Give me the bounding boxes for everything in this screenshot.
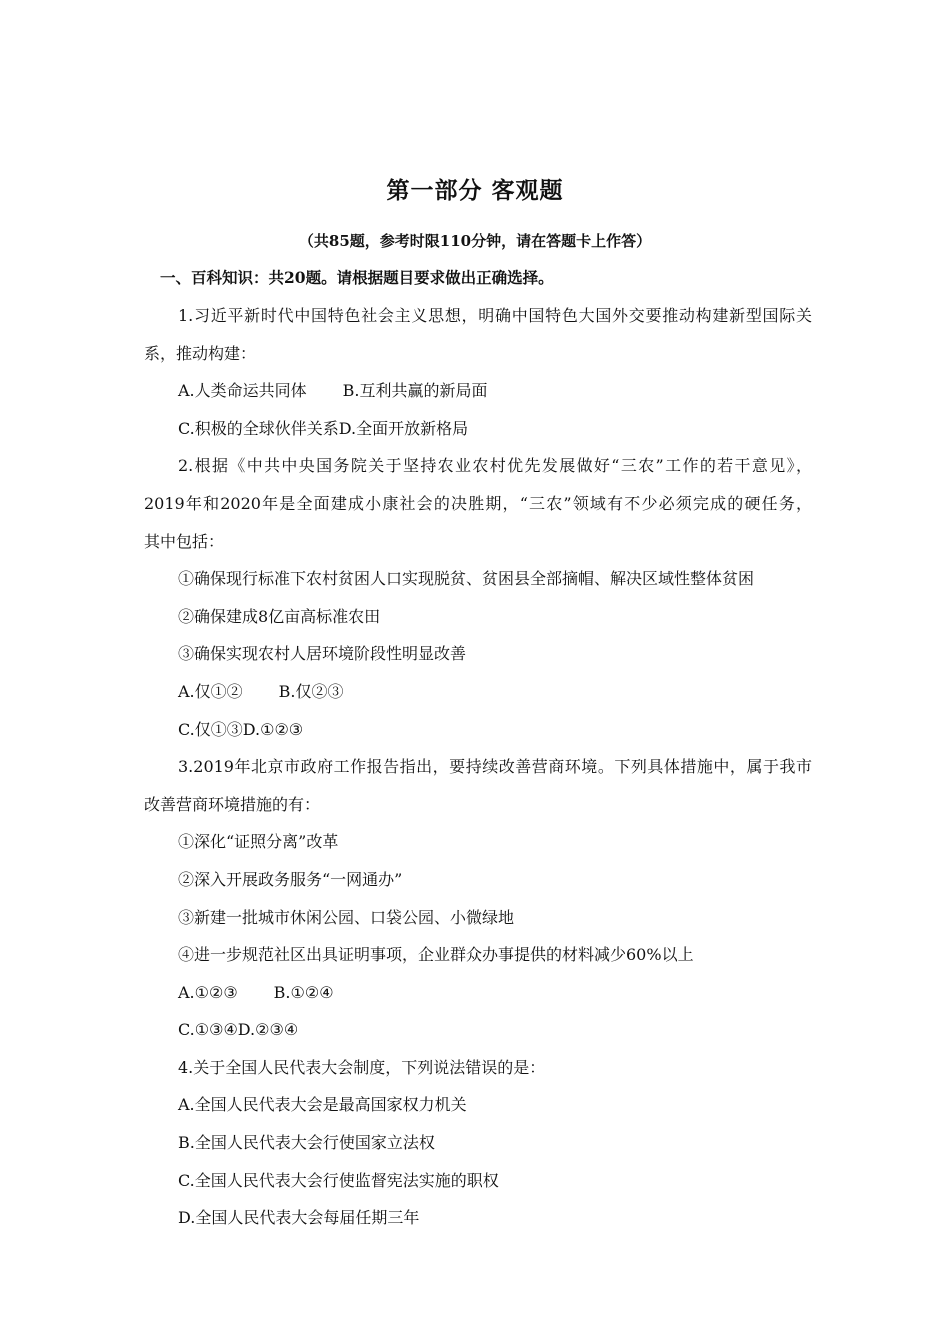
question-stem-line: 改善营商环境措施的有： [144, 794, 321, 814]
option-d: D.全国人民代表大会每届任期三年 [178, 1208, 420, 1228]
statement-item: ②确保建成8亿亩高标准农田 [178, 606, 381, 626]
option-row [144, 410, 812, 448]
option-row [144, 711, 812, 749]
option-b: B.全国人民代表大会行使国家立法权 [178, 1133, 435, 1153]
option-d: D.②③④ [237, 1020, 299, 1040]
statement-item: ①深化“证照分离”改革 [178, 832, 339, 852]
section-heading: 一、百科知识：共20题。请根据题目要求做出正确选择。 [160, 268, 554, 287]
statement-item: ③确保实现农村人居环境阶段性明显改善 [178, 644, 467, 664]
option-b: B.①②④ [273, 982, 334, 1002]
part-subtitle: （共85题，参考时限110分钟，请在答题卡上作答） [298, 232, 652, 250]
statement-item: ④进一步规范社区出具证明事项，企业群众办事提供的材料减少60%以上 [178, 945, 694, 965]
statement-item: ②深入开展政务服务“一网通办” [178, 869, 403, 889]
question-2 [144, 447, 812, 748]
option-row [144, 372, 812, 410]
question-stem-line: 3.2019年北京市政府工作报告指出，要持续改善营商环境。下列具体措施中，属于我市 [178, 757, 812, 777]
question-3 [144, 748, 812, 1049]
option-d: D.①②③ [242, 719, 304, 739]
question-stem-line: 2.根据《中共中央国务院关于坚持农业农村优先发展做好“三农”工作的若干意见》， [178, 456, 812, 476]
option-a: A.全国人民代表大会是最高国家权力机关 [178, 1095, 467, 1115]
option-c: C.积极的全球伙伴关系 [178, 418, 339, 438]
question-stem-line: 2019年和2020年是全面建成小康社会的决胜期，“三农”领域有不少必须完成的硬任务， [144, 493, 812, 513]
option-c: C.仅①③ [178, 719, 243, 739]
option-a: A.仅①② [178, 681, 243, 701]
option-d: D.全面开放新格局 [338, 418, 469, 438]
statement-item: ①确保现行标准下农村贫困人口实现脱贫、贫困县全部摘帽、解决区域性整体贫困 [178, 569, 755, 589]
option-row [144, 974, 812, 1012]
option-a: A.①②③ [178, 982, 238, 1002]
question-stem-line: 4.关于全国人民代表大会制度，下列说法错误的是： [178, 1057, 546, 1077]
statement-item: ③新建一批城市休闲公园、口袋公园、小微绿地 [178, 907, 515, 927]
question-4 [144, 1049, 812, 1237]
option-row [144, 1011, 812, 1049]
option-c: C.①③④ [178, 1020, 238, 1040]
question-1 [144, 297, 812, 447]
question-list [144, 297, 812, 1237]
question-stem-line: 系，推动构建： [144, 343, 257, 363]
option-c: C.全国人民代表大会行使监督宪法实施的职权 [178, 1170, 499, 1190]
option-b: B.互利共赢的新局面 [342, 381, 488, 401]
part-title: 第一部分 客观题 [386, 177, 564, 204]
option-a: A.人类命运共同体 [178, 381, 307, 401]
option-b: B.仅②③ [278, 681, 344, 701]
question-stem-line: 其中包括： [144, 531, 225, 551]
question-stem-line: 1.习近平新时代中国特色社会主义思想，明确中国特色大国外交要推动构建新型国际关 [178, 306, 812, 325]
option-row [144, 673, 812, 711]
